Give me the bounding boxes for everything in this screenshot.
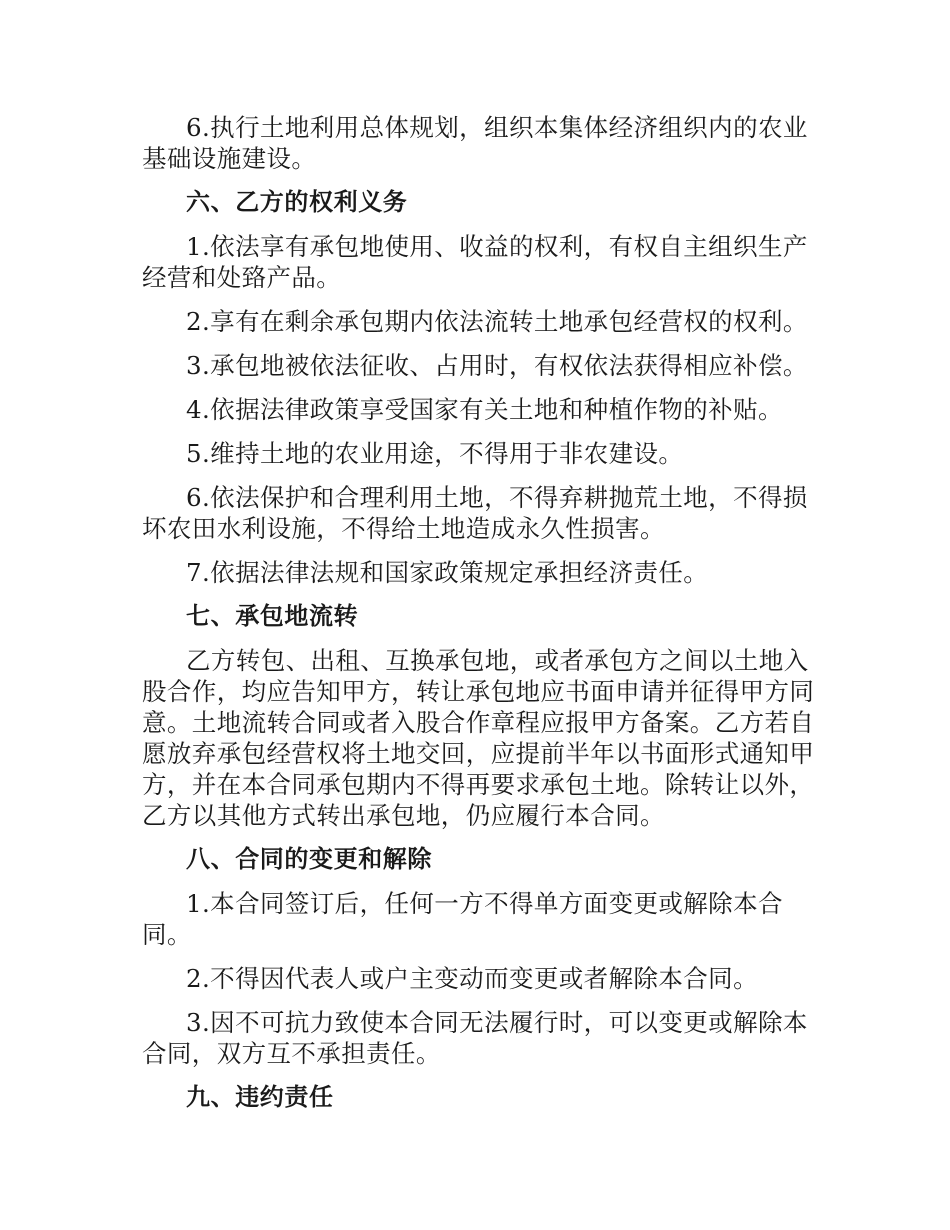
clause-8-item-2: 2.不得因代表人或户主变动而变更或者解除本合同。	[186, 964, 758, 993]
clause-8-item-1: 1.本合同签订后，任何一方不得单方面变更或解除本合同。	[142, 889, 783, 949]
clause-7-body: 乙方转包、出租、互换承包地，或者承包方之间以土地入股合作，均应告知甲方，转让承包地应书面申请并征得甲方同意。土地流转合同或者入股合作章程应报甲方备案。乙方若自愿放弃承包经营权将土地交回，应提前半年以书面形式通知甲方，并在本合同承包期内不得再要求承包土地。除转让以外，乙方以其他方式转出承包地，仍应履行本合同。	[142, 646, 815, 830]
clause-6-item-3: 3.承包地被依法征收、占用时，有权依法获得相应补偿。	[186, 351, 808, 380]
document-body	[142, 112, 822, 1126]
clause-6-item-5: 5.维持土地的农业用途，不得用于非农建设。	[186, 439, 684, 468]
clause-6-item-7: 7.依据法律法规和国家政策规定承担经济责任。	[186, 558, 709, 587]
section-heading-6: 六、乙方的权利义务	[186, 188, 408, 216]
clause-6-item-2: 2.享有在剩余承包期内依法流转土地承包经营权的权利。	[186, 307, 808, 336]
clause-6-item-4: 4.依据法律政策享受国家有关土地和种植作物的补贴。	[186, 395, 783, 424]
section-heading-7: 七、承包地流转	[186, 602, 359, 630]
section-heading-8: 八、合同的变更和解除	[186, 845, 432, 873]
section-heading-9: 九、违约责任	[186, 1083, 334, 1111]
clause-6-item-1: 1.依法享有承包地使用、收益的权利，有权自主组织生产经营和处臵产品。	[142, 232, 808, 292]
clause-6-item-6: 6.依法保护和合理利用土地，不得弃耕抛荒土地，不得损坏农田水利设施，不得给土地造成永久性损害。	[142, 483, 808, 543]
clause-5-item-6: 6.执行土地利用总体规划，组织本集体经济组织内的农业基础设施建设。	[142, 113, 808, 173]
clause-8-item-3: 3.因不可抗力致使本合同无法履行时，可以变更或解除本合同，双方互不承担责任。	[142, 1008, 808, 1068]
